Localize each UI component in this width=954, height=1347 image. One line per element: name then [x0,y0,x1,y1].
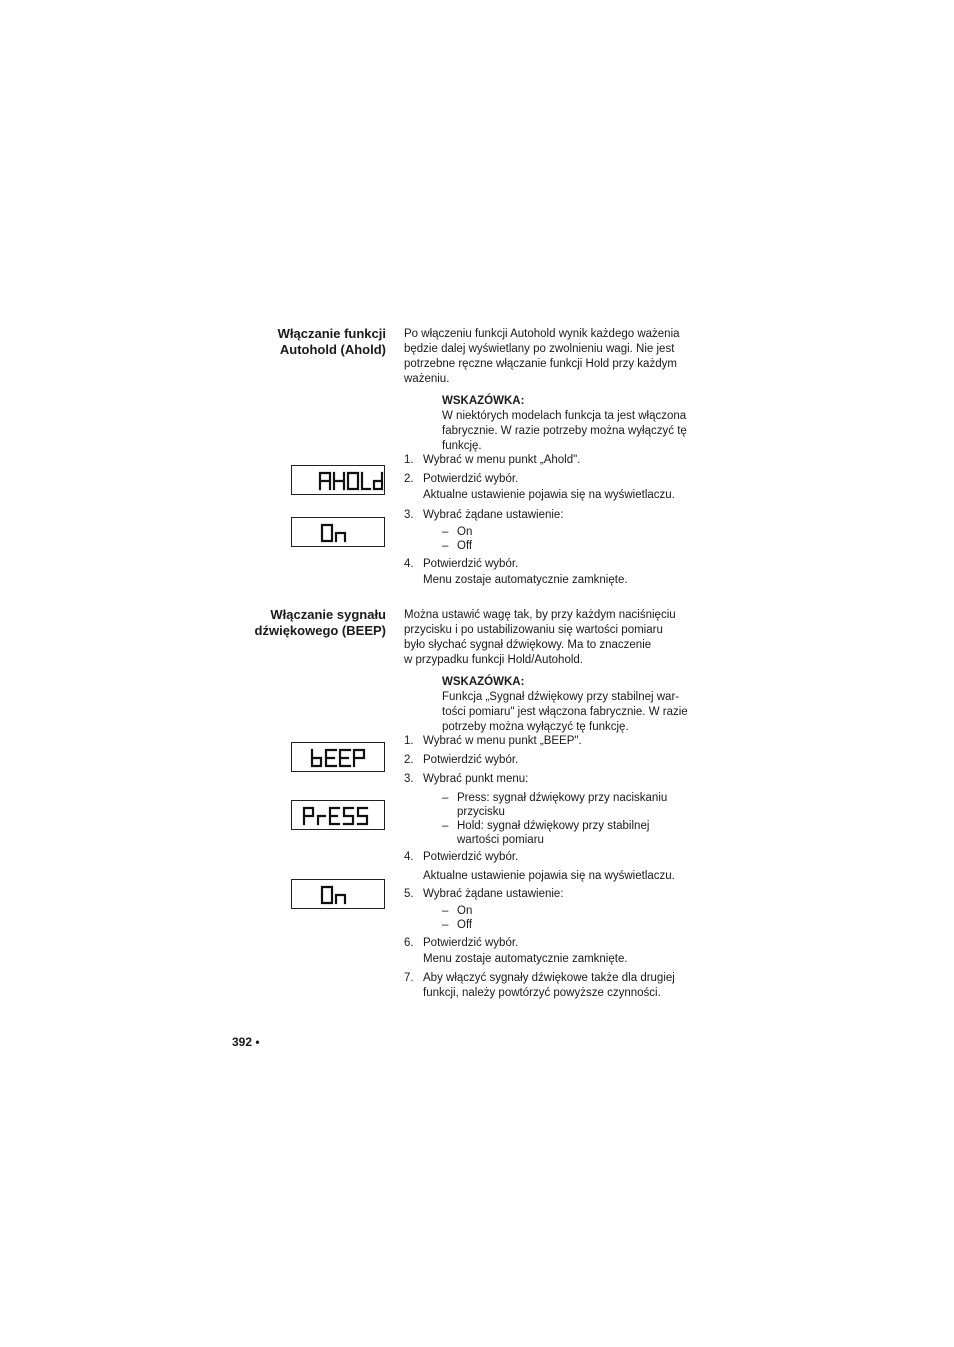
intro-line: potrzebne ręczne włączanie funkcji Hold przy każdym [404,358,677,370]
lcd-segments-beep [292,743,386,773]
section-heading-beep [186,607,386,639]
step-number: 3. [404,773,414,785]
option-text: Off [457,540,473,552]
step-text: Potwierdzić wybór. [423,473,519,485]
intro-line: ważeniu. [404,373,450,385]
page-number: 392 • [232,1035,260,1049]
menu-option-continuation: wartości pomiaru [457,834,544,846]
option-item: – Off [442,540,473,552]
step-number: 2. [404,473,414,485]
menu-option-text: Hold: sygnał dźwiękowy przy stabilnej [457,820,650,832]
lcd-segments-on-beep [292,880,386,910]
intro-line: w przypadku funkcji Hold/Autohold. [404,654,583,666]
lcd-display-ahold [291,465,385,495]
step-detail: funkcji, należy powtórzyć powyższe czynności. [423,987,661,999]
step-item [404,971,675,986]
step-item [404,850,518,865]
menu-option-text: Press: sygnał dźwiękowy przy naciskaniu [457,792,668,804]
heading-line: dźwiękowego (BEEP) [254,623,386,638]
note-line: W niektórych modelach funkcja ta jest włączona [442,410,687,422]
step-item [404,734,582,749]
step-item [404,772,528,787]
note-line: funkcję. [442,440,482,452]
step-number: 6. [404,937,414,949]
option-item: – On [442,905,473,917]
lcd-segments-on [292,518,386,548]
heading-line: Włączanie sygnału [270,607,386,622]
note-line: tości pomiaru" jest włączona fabrycznie. W razie [442,706,688,718]
intro-line: przycisku i po ustabilizowaniu się wartości pomiaru [404,624,663,636]
section-heading-ahold [186,326,386,358]
step-item [404,508,564,523]
step-item [404,557,518,572]
step-detail: Menu zostaje automatycznie zamknięte. [423,953,628,965]
step-text: Potwierdzić wybór. [423,937,519,949]
step-text: Wybrać w menu punkt „BEEP". [423,735,582,747]
step-text: Wybrać punkt menu: [423,773,529,785]
intro-line: będzie dalej wyświetlany po zwolnieniu wagi. Nie jest [404,343,675,355]
note-title: WSKAZÓWKA: [442,676,525,688]
section-intro-beep [404,608,704,668]
step-text: Potwierdzić wybór. [423,851,519,863]
step-item [404,453,580,468]
step-number: 1. [404,735,414,747]
step-text: Wybrać żądane ustawienie: [423,509,564,521]
option-text: On [457,905,473,917]
step-item [404,753,518,768]
note-ahold [442,394,702,454]
lcd-display-on [291,517,385,547]
option-text: On [457,526,473,538]
step-number: 3. [404,509,414,521]
lcd-display-press [291,800,385,830]
heading-line: Włączanie funkcji [277,326,386,341]
note-line: fabrycznie. W razie potrzeby można wyłączyć tę [442,425,687,437]
option-text: Off [457,919,473,931]
step-detail: Aktualne ustawienie pojawia się na wyświetlaczu. [423,870,675,882]
menu-option-continuation: przycisku [457,806,505,818]
step-item [404,936,518,951]
step-text: Aby włączyć sygnały dźwiękowe także dla drugiej [423,972,675,984]
lcd-display-on-beep [291,879,385,909]
step-number: 5. [404,888,414,900]
step-item [404,887,564,902]
step-number: 2. [404,754,414,766]
step-text: Potwierdzić wybór. [423,754,519,766]
heading-line: Autohold (Ahold) [279,342,386,357]
step-text: Wybrać w menu punkt „Ahold". [423,454,581,466]
note-line: potrzeby można wyłączyć tę funkcję. [442,721,629,733]
step-text: Wybrać żądane ustawienie: [423,888,564,900]
option-item: – On [442,526,473,538]
step-number: 4. [404,851,414,863]
step-number: 4. [404,558,414,570]
option-item: – Off [442,919,473,931]
step-number: 1. [404,454,414,466]
step-text: Potwierdzić wybór. [423,558,519,570]
note-title: WSKAZÓWKA: [442,395,525,407]
step-number: 7. [404,972,414,984]
intro-line: Można ustawić wagę tak, by przy każdym naciśnięciu [404,609,676,621]
lcd-segments-press [292,801,386,831]
menu-option-item: – Press: sygnał dźwiękowy przy naciskaniu [442,792,668,804]
section-intro-ahold [404,327,704,387]
step-detail: Menu zostaje automatycznie zamknięte. [423,574,628,586]
intro-line: Po włączeniu funkcji Autohold wynik każdego ważenia [404,328,680,340]
note-line: Funkcja „Sygnał dźwiękowy przy stabilnej war- [442,691,680,703]
step-detail: Aktualne ustawienie pojawia się na wyświetlaczu. [423,489,675,501]
note-beep [442,675,702,735]
menu-option-item: – Hold: sygnał dźwiękowy przy stabilnej [442,820,650,832]
step-item [404,472,518,487]
lcd-segments-ahold [292,466,386,496]
intro-line: było słychać sygnał dźwiękowy. Ma to znaczenie [404,639,652,651]
lcd-display-beep [291,742,385,772]
